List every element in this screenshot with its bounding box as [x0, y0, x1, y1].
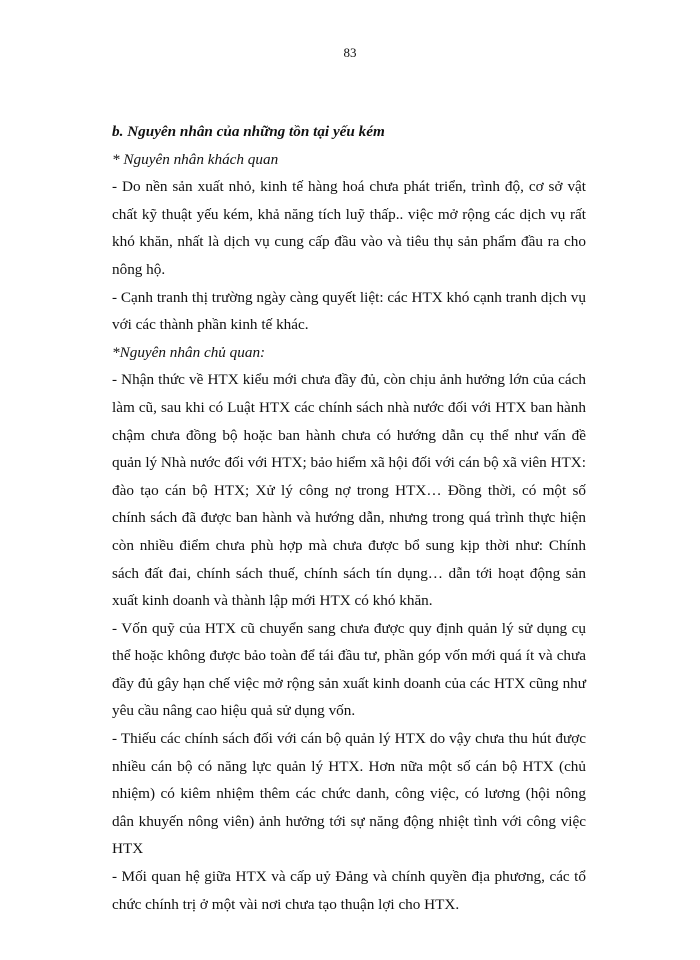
objective-paragraph: - Do nền sản xuất nhỏ, kinh tế hàng hoá chưa phát triển, trình độ, cơ sở vật chất kỹ thuật yếu kém, khả năng tích luỹ thấp.. việc mở rộng các dịch vụ rất khó khăn, nhất là dịch vụ cung cấp đầu vào và tiêu thụ sản phẩm đầu ra cho nông hộ.	[112, 178, 586, 278]
subjective-paragraph: - Nhận thức về HTX kiểu mới chưa đầy đủ, còn chịu ảnh hưởng lớn của cách làm cũ, sau khi có Luật HTX các chính sách nhà nước đối với HTX ban hành chậm chưa đồng bộ hoặc ban hành chưa có hướng dẫn cụ thể như vấn đề quản lý Nhà nước đối với HTX; bảo hiểm xã hội đối với cán bộ xã viên HTX: đào tạo cán bộ HTX; Xử lý công nợ trong HTX… Đồng thời, có một số chính sách đã được ban hành và hướng dẫn, nhưng trong quá trình thực hiện còn nhiều điểm chưa phù hợp mà chưa được bổ sung kịp thời như: Chính sách đất đai, chính sách thuế, chính sách tín dụng… dẫn tới hoạt động sản xuất kinh doanh và thành lập mới HTX có khó khăn.	[112, 371, 586, 610]
subjective-paragraph: - Mối quan hệ giữa HTX và cấp uỷ Đảng và chính quyền địa phương, các tổ chức chính trị ở một vài nơi chưa tạo thuận lợi cho HTX.	[112, 868, 586, 913]
objective-paragraph: - Cạnh tranh thị trường ngày càng quyết liệt: các HTX khó cạnh tranh dịch vụ với các thành phần kinh tế khác.	[112, 288, 586, 334]
subjective-paragraph: - Vốn quỹ của HTX cũ chuyển sang chưa được quy định quản lý sử dụng cụ thể hoặc không được bảo toàn để tái đầu tư, phần góp vốn mới quá ít và chưa đầy đủ gây hạn chế việc mở rộng sản xuất kinh doanh của các HTX cũng như yêu cầu nâng cao hiệu quả sử dụng vốn.	[112, 619, 586, 720]
subjective-causes-title: *Nguyên nhân chủ quan:	[112, 343, 266, 361]
section-heading: b. Nguyên nhân của những tồn tại yếu kém	[112, 123, 385, 140]
page-number: 83	[343, 45, 357, 60]
objective-causes-title: * Nguyên nhân khách quan	[112, 150, 279, 168]
subjective-paragraph: - Thiếu các chính sách đối với cán bộ quản lý HTX do vậy chưa thu hút được nhiều cán bộ có năng lực quản lý HTX. Hơn nữa một số cán bộ HTX (chủ nhiệm) có kiêm nhiệm thêm các chức danh, công việc, có lương (hội nông dân khuyến nông viên) ảnh hưởng tới sự năng động nhiệt tình với công việc HTX	[112, 730, 586, 858]
document-body	[112, 118, 586, 918]
